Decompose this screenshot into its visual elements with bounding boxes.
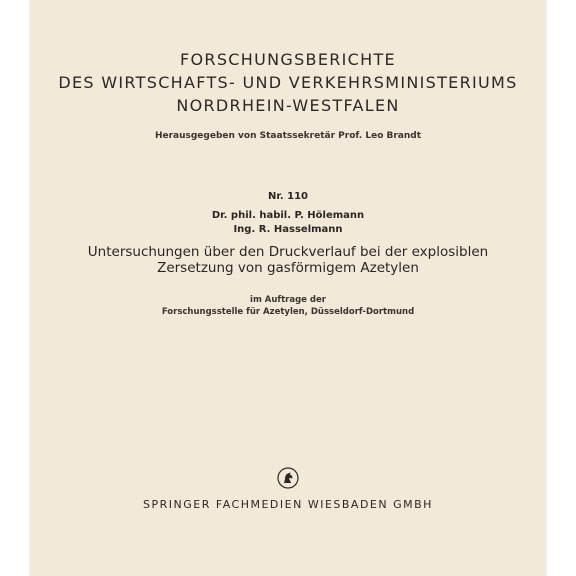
- publisher-name: SPRINGER FACHMEDIEN WIESBADEN GMBH: [143, 498, 433, 511]
- book-title-line-1: Untersuchungen über den Druckverlauf bei der explosiblen: [87, 244, 489, 260]
- editor-line: Herausgegeben von Staatssekretär Prof. Leo Brandt: [154, 131, 422, 141]
- series-title-line-3: NORDRHEIN-WESTFALEN: [176, 96, 400, 115]
- volume-number: Nr. 110: [267, 191, 309, 202]
- author-1: Dr. phil. habil. P. Hölemann: [211, 210, 365, 221]
- series-title-line-1: FORSCHUNGSBERICHTE: [180, 50, 396, 69]
- book-cover: [30, 0, 546, 576]
- series-title-line-2: DES WIRTSCHAFTS- UND VERKEHRSMINISTERIUMS: [58, 73, 518, 92]
- springer-knight-icon: [277, 467, 299, 489]
- book-title-line-2: Zersetzung von gasförmigem Azetylen: [157, 260, 419, 276]
- commission-line-2: Forschungsstelle für Azetylen, Düsseldorf-Dortmund: [161, 307, 415, 317]
- author-2: Ing. R. Hasselmann: [233, 224, 343, 235]
- commission-line-1: im Auftrage der: [250, 295, 326, 305]
